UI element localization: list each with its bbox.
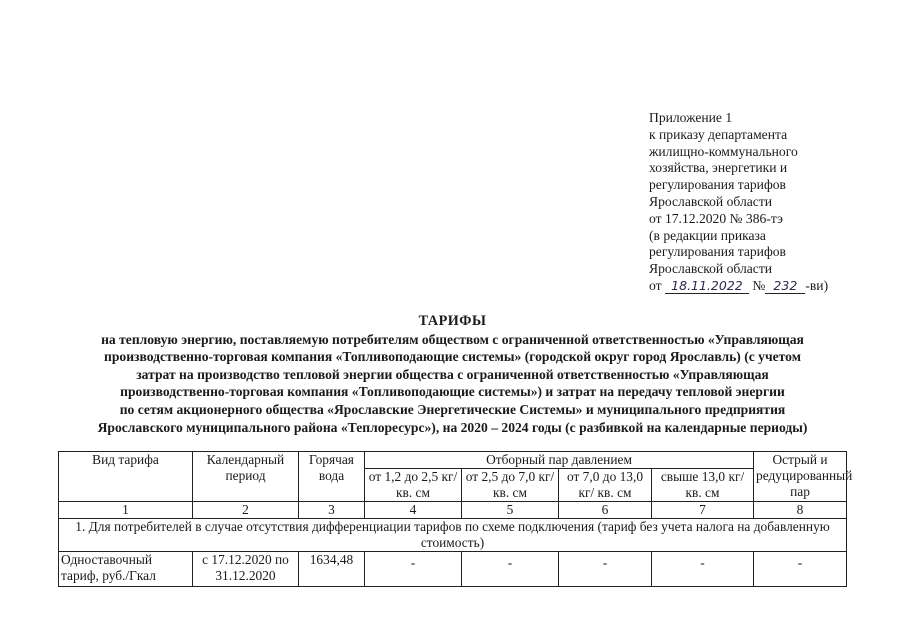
header-sharp-steam: Острый и редуцированный пар: [754, 452, 847, 502]
cell-value: -: [602, 555, 608, 570]
column-number-row: [59, 502, 847, 519]
cell-tariff: Одноставочный тариф, руб./Гкал: [59, 552, 193, 587]
column-number: 5: [462, 502, 559, 519]
amendment-line: [649, 278, 899, 295]
appendix-line: Ярославской области: [649, 193, 773, 209]
header-steam-3: от 7,0 до 13,0 кг/ кв. см: [559, 469, 652, 502]
cell-value: -: [507, 555, 513, 570]
column-number: 2: [193, 502, 299, 519]
table-header-row: [59, 452, 847, 469]
section-heading: 1. Для потребителей в случае отсутствия дифференциации тарифов по схеме подключения (тариф без учета налога на добавленную стоимость): [59, 519, 847, 552]
tariffs-table: [58, 451, 853, 587]
header-hot-water: Горячая вода: [299, 452, 365, 502]
appendix-line: жилищно-коммунального: [649, 143, 798, 159]
amendment-suffix: -ви): [805, 277, 829, 293]
column-number: 7: [652, 502, 754, 519]
title-line: Ярославского муниципального района «Теплоресурс»), на 2020 – 2024 годы (с разбивкой на календарные периоды): [97, 419, 808, 435]
handwritten-date: 18.11.2022: [665, 279, 749, 294]
title-line: затрат на производство тепловой энергии общества с ограниченной ответственностью «Управляющая: [136, 366, 769, 382]
cell-value: -: [410, 555, 416, 570]
appendix-line: регулирования тарифов: [649, 177, 786, 193]
cell-period: с 17.12.2020 по 31.12.2020: [193, 552, 299, 587]
appendix-line: Приложение 1: [649, 110, 733, 125]
cell-hot-water: 1634,48: [299, 552, 365, 587]
title-line: по сетям акционерного общества «Ярославские Энергетические Системы» и муниципального предприятия: [119, 401, 786, 417]
appendix-line: к приказу департамента: [649, 126, 788, 142]
appendix-line: (в редакции приказа: [649, 227, 766, 243]
header-tariff-type: Вид тарифа: [59, 452, 193, 502]
appendix-line: Ярославской области: [649, 261, 773, 277]
amendment-prefix: от: [649, 277, 662, 293]
appendix-line: регулирования тарифов: [649, 244, 786, 260]
column-number: 3: [299, 502, 365, 519]
header-period: Календарный период: [193, 452, 299, 502]
cell-value: -: [797, 555, 803, 570]
header-steam-2: от 2,5 до 7,0 кг/ кв. см: [462, 469, 559, 502]
header-steam-group: Отборный пар давлением: [365, 452, 754, 469]
title-line: производственно-торговая компания «Топливоподающие системы» (городской округ город Ярославль) (с учетом: [104, 349, 801, 365]
document-title: [30, 313, 875, 436]
title-line: производственно-торговая компания «Топливоподающие системы») и затрат на передачу тепловой энергии: [120, 384, 785, 400]
column-number: 1: [59, 502, 193, 519]
cell-steam-1: [365, 552, 462, 587]
header-steam-1: от 1,2 до 2,5 кг/ кв. см: [365, 469, 462, 502]
column-number: 4: [365, 502, 462, 519]
appendix-block: [649, 110, 899, 295]
column-number: 8: [754, 502, 847, 519]
handwritten-number: 232: [765, 279, 805, 294]
cell-steam-3: [559, 552, 652, 587]
appendix-line: хозяйства, энергетики и: [649, 160, 788, 176]
header-steam-4: свыше 13,0 кг/ кв. см: [652, 469, 754, 502]
table-row: [59, 552, 847, 587]
appendix-line: от 17.12.2020 № 386-тэ: [649, 210, 783, 226]
section-row: [59, 519, 847, 552]
number-sign: №: [752, 277, 766, 293]
cell-steam-2: [462, 552, 559, 587]
cell-sharp: [754, 552, 847, 587]
cell-value: -: [700, 555, 705, 570]
title-heading: ТАРИФЫ: [418, 313, 487, 329]
title-line: на тепловую энергию, поставляемую потребителям обществом с ограниченной ответственностью «Управляющая: [101, 331, 804, 347]
column-number: 6: [559, 502, 652, 519]
cell-steam-4: [652, 552, 754, 587]
